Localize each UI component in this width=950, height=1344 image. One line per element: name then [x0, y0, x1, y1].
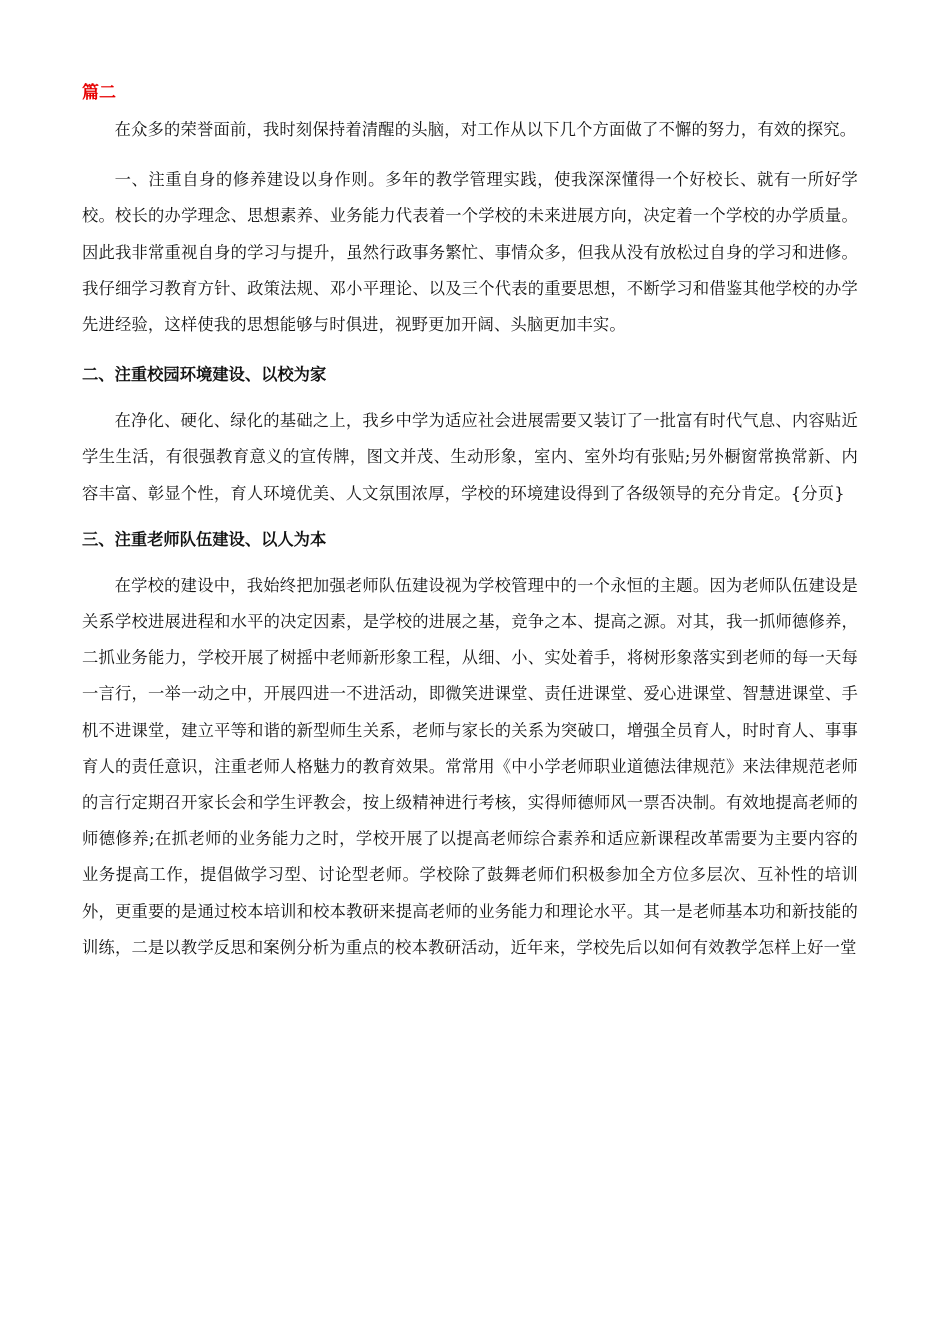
section-label: 篇二 — [82, 83, 116, 103]
spacer — [82, 343, 858, 357]
heading-teacher-team: 三、注重老师队伍建设、以人为本 — [82, 529, 327, 549]
spacer — [82, 148, 858, 162]
spacer — [82, 393, 858, 403]
intro-paragraph: 在众多的荣誉面前，我时刻保持着清醒的头脑，对工作从以下几个方面做了不懈的努力，有效的探究。 — [114, 120, 857, 139]
spacer — [82, 512, 858, 522]
paragraph-self-cultivation: 一、注重自身的修养建设以身作则。多年的教学管理实践，使我深深懂得一个好校长、就有一所好学校。校长的办学理念、思想素养、业务能力代表着一个学校的未来进展方向，决定着一个学校的办学质量。因此我非常重视自身的学习与提升，虽然行政事务繁忙、事情众多，但我从没有放松过自身的学习和进修。我仔细学习教育方针、政策法规、邓小平理论、以及三个代表的重要思想，不断学习和借鉴其他学校的办学先进经验，这样使我的思想能够与时俱进，视野更加开阔、头脑更加丰实。 — [82, 170, 858, 335]
paragraph-campus-environment: 在净化、硬化、绿化的基础之上，我乡中学为适应社会进展需要又装订了一批富有时代气息、内容贴近学生生活，有很强教育意义的宣传牌，图文并茂、生动形象，室内、室外均有张贴;另外橱窗常换常新、内容丰富、彰显个性，育人环境优美、人文氛围浓厚，学校的环境建设得到了各级领导的充分肯定。{分页} — [82, 411, 858, 503]
paragraph-teacher-team: 在学校的建设中，我始终把加强老师队伍建设视为学校管理中的一个永恒的主题。因为老师队伍建设是关系学校进展进程和水平的决定因素，是学校的进展之基，竞争之本、提高之源。对其，我一抓师德修养，二抓业务能力，学校开展了树摇中老师新形象工程，从细、小、实处着手，将树形象落实到老师的每一天每一言行，一举一动之中，开展四进一不进活动，即微笑进课堂、责任进课堂、爱心进课堂、智慧进课堂、手机不进课堂，建立平等和谐的新型师生关系，老师与家长的关系为突破口，增强全员育人，时时育人、事事育人的责任意识，注重老师人格魅力的教育效果。常常用《中小学老师职业道德法律规范》来法律规范老师的言行定期召开家长会和学生评教会，按上级精神进行考核，实得师德师风一票否决制。有效地提高老师的师德修养;在抓老师的业务能力之时，学校开展了以提高老师综合素养和适应新课程改革需要为主要内容的业务提高工作，提倡做学习型、讨论型老师。学校除了鼓舞老师们积极参加全方位多层次、互补性的培训外，更重要的是通过校本培训和校本教研来提高老师的业务能力和理论水平。其一是老师基本功和新技能的训练，二是以教学反思和案例分析为重点的校本教研活动，近年来，学校先后以如何有效教学怎样上好一堂 — [82, 575, 858, 957]
heading-campus-environment: 二、注重校园环境建设、以校为家 — [82, 365, 327, 385]
document-page — [82, 78, 858, 966]
spacer — [82, 558, 858, 568]
